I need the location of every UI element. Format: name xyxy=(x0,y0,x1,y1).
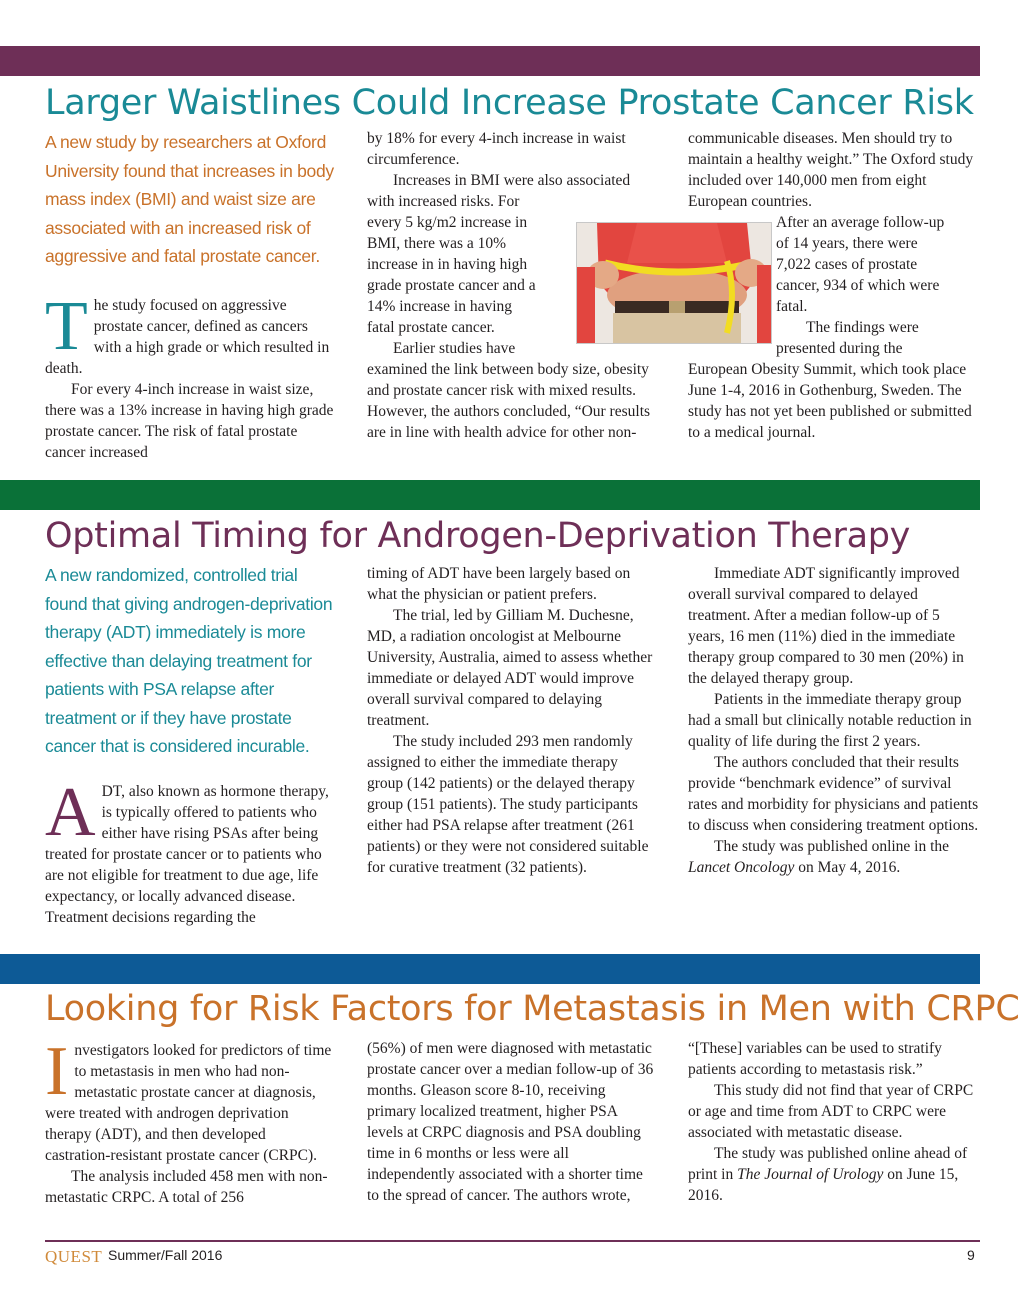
article-2-paragraph xyxy=(688,836,980,878)
article-3-paragraph: (56%) of men were diagnosed with metastatic prostate cancer over a median follow-up of 36 months. Gleason score 8-10, receiving primary localized treatment, higher PSA levels at CRPC diagnosis and PSA doubling time in 6 months or less were all independently associated with a shorter time to the spread of cancer. The authors wrote, xyxy=(367,1040,654,1204)
text-run: on June 15, 2016. xyxy=(688,1166,959,1204)
article-2-paragraph: Immediate ADT significantly improved overall survival compared to delayed treatment. After a median follow-up of 5 years, 16 men (11%) died in the immediate therapy group compared to 30 men (20%) in the delayed therapy group. xyxy=(688,565,964,687)
text-line: every 5 kg/m2 increase in xyxy=(367,214,528,231)
footer-rule xyxy=(45,1240,980,1242)
article-2-paragraph: The study included 293 men randomly assigned to either the immediate therapy group (142 patients) or the delayed therapy group (151 patients). The study participants either had PSA relapse after treatment (261 patients) or they were not considered suitable for curative treatment (32 patients). xyxy=(367,733,649,876)
article-3-paragraph: “[These] variables can be used to stratify patients according to metastasis risk.” xyxy=(688,1040,942,1078)
article-2-paragraph: DT, also known as hormone therapy, is typically offered to patients who either have rising PSAs after being treated for prostate cancer or to patients who are not eligible for treatment to due age, life expectancy, or locally advanced disease. Treatment decisions regarding the xyxy=(45,782,329,926)
text-run: on May 4, 2016. xyxy=(794,859,901,876)
article-3-dropcap: I xyxy=(45,1033,69,1110)
article-2-paragraph: The authors concluded that their results provide “benchmark evidence” of survival rates and morbidity for physicians and patients to discuss when considering treatment options. xyxy=(688,754,979,834)
text-line: grade prostate cancer and a xyxy=(367,277,536,294)
article-1-paragraph: Increases in BMI were also associated with increased risks. For xyxy=(367,172,631,210)
article-3-column-1 xyxy=(45,1033,335,1208)
footer-issue: Summer/Fall 2016 xyxy=(108,1247,223,1263)
article-3-headline: Looking for Risk Factors for Metastasis in Men with CRPC xyxy=(45,989,1020,1029)
article-3-paragraph: nvestigators looked for predictors of time to metastasis in men who had non-metastatic prostate cancer at diagnosis, were treated with androgen deprivation therapy (ADT), and then developed castration-resistant prostate cancer (CRPC). xyxy=(45,1042,332,1164)
article-2-paragraph: timing of ADT have been largely based on what the physician or patient prefers. xyxy=(367,565,631,603)
article-1-paragraph: examined the link between body size, obesity and prostate cancer risk with mixed results. However, the authors concluded, “Our results are in line with health advice for other non- xyxy=(367,361,651,441)
article-2-paragraph: The trial, led by Gilliam M. Duchesne, MD, a radiation oncologist at Melbourne University, Australia, aimed to assess whether immediate or delayed ADT would improve overall survival compared to delaying treatment. xyxy=(367,607,653,729)
text-run: The study was published online in the xyxy=(714,838,950,855)
article-3-column-3 xyxy=(688,1038,980,1206)
text-line: The findings were xyxy=(806,319,919,336)
section-divider-blue xyxy=(0,954,980,984)
article-3-paragraph xyxy=(688,1143,980,1206)
article-3-paragraph: The analysis included 458 men with non-metastatic CRPC. A total of 256 xyxy=(45,1168,328,1206)
article-1-headline: Larger Waistlines Could Increase Prostate Cancer Risk xyxy=(45,83,974,123)
article-1-dropcap: T xyxy=(45,287,88,365)
article-2-dropcap: A xyxy=(45,773,96,851)
text-line: increase in in having high xyxy=(367,256,528,273)
article-2-column-1 xyxy=(45,561,335,928)
text-line: BMI, there was a 10% xyxy=(367,235,507,252)
article-1-paragraph: European Obesity Summit, which took place June 1-4, 2016 in Gothenburg, Sweden. The study has not yet been published or submitted to a medical journal. xyxy=(688,361,972,441)
text-line: of 14 years, there were xyxy=(776,235,918,252)
text-line: cancer, 934 of which were xyxy=(776,277,940,294)
article-1-paragraph: by 18% for every 4-inch increase in waist circumference. xyxy=(367,130,626,168)
article-1-wrap-text xyxy=(776,212,980,359)
journal-name: The Journal of Urology xyxy=(737,1166,884,1183)
footer-brand xyxy=(45,1247,102,1267)
article-2-column-3 xyxy=(688,563,980,878)
journal-name: Lancet Oncology xyxy=(688,859,795,876)
page-number: 9 xyxy=(967,1247,975,1263)
article-3-paragraph: This study did not find that year of CRPC or age and time from ADT to CRPC were associated with metastatic disease. xyxy=(688,1082,974,1141)
article-1-paragraph: For every 4-inch increase in waist size, there was a 13% increase in having high grade prostate cancer. The risk of fatal prostate cancer increased xyxy=(45,380,334,461)
text-line: Earlier studies have xyxy=(393,340,516,357)
article-2-dek: A new randomized, controlled trial found that giving androgen-deprivation therapy (ADT) immediately is more effective than delaying treatment for patients with PSA relapse after treatment or if they have prostate cancer that is considered incurable. xyxy=(45,565,333,756)
article-1-column-1 xyxy=(45,128,335,463)
article-2-column-2 xyxy=(367,563,657,878)
text-line: presented during the xyxy=(776,340,903,357)
article-1-wrap-text xyxy=(367,212,567,359)
text-line: fatal. xyxy=(776,298,808,315)
article-2-headline: Optimal Timing for Androgen-Deprivation Therapy xyxy=(45,516,911,556)
section-divider-green xyxy=(0,480,980,510)
article-1-dek: A new study by researchers at Oxford University found that increases in body mass index (BMI) and waist size are associated with an increased risk of aggressive and fatal prostate cancer. xyxy=(45,132,334,266)
article-1-paragraph: he study focused on aggressive prostate cancer, defined as cancers with a high grade or which resulted in death. xyxy=(45,296,330,377)
section-divider-purple xyxy=(0,46,980,76)
brand-text: QUEST xyxy=(45,1247,103,1266)
text-line: After an average follow-up xyxy=(776,214,945,231)
text-line: 14% increase in having xyxy=(367,298,513,315)
article-1-paragraph: communicable diseases. Men should try to maintain a healthy weight.” The Oxford study included over 140,000 men from eight European countries. xyxy=(688,130,974,210)
article-1-column-3 xyxy=(688,128,980,443)
text-line: 7,022 cases of prostate xyxy=(776,256,918,273)
text-line: fatal prostate cancer. xyxy=(367,319,495,336)
article-2-paragraph: Patients in the immediate therapy group had a small but clinically notable reduction in quality of life during the first 2 years. xyxy=(688,691,972,750)
text-run: The study was published online ahead of print in xyxy=(688,1145,968,1183)
article-3-column-2 xyxy=(367,1038,657,1206)
